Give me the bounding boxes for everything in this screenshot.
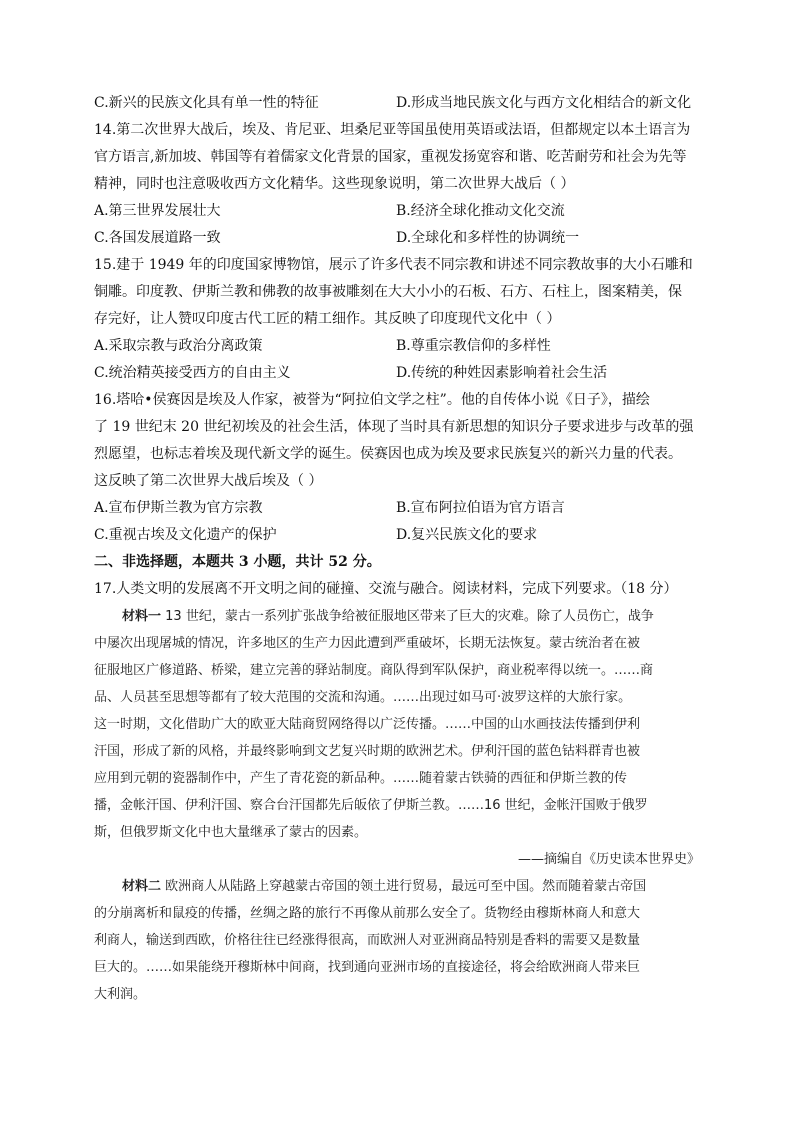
q15-options-cd <box>94 360 700 387</box>
q14-options-ab <box>94 198 700 225</box>
q16-stem-line: 这反映了第二次世界大战后埃及（ ） <box>94 473 323 489</box>
material-line <box>94 603 700 630</box>
q15-stem-line: 铜雕。印度教、伊斯兰教和佛教的故事被雕刻在大大小小的石板、石方、石柱上，图案精美，保 <box>94 284 682 300</box>
q15-option-c: C.统治精英接受西方的自由主义 <box>94 365 291 381</box>
q16-option-a: A.宣布伊斯兰教为官方宗教 <box>94 500 263 516</box>
material-line: 的分崩离析和鼠疫的传播，丝绸之路的旅行不再像从前那么安全了。货物经由穆斯林商人和意大 <box>94 906 641 921</box>
q15-option-a: A.采取宗教与政治分离政策 <box>94 338 263 354</box>
material-line: 应用到元朝的瓷器制作中，产生了青花瓷的新品种。……随着蒙古铁骑的西征和伊斯兰教的传 <box>94 771 628 786</box>
q16-option-b: B.宣布阿拉伯语为官方语言 <box>396 500 565 516</box>
material-1-title: 材料一 <box>122 609 162 624</box>
q13-options-cd <box>94 90 700 117</box>
question-17 <box>94 576 700 1008</box>
material-1 <box>94 603 700 873</box>
q14-option-b: B.经济全球化推动文化交流 <box>396 203 565 219</box>
q16-options-cd <box>94 522 700 549</box>
q16-stem-line: 烈愿望，也标志着埃及现代新文学的诞生。侯赛因也成为埃及要求民族复兴的新兴力量的代表。 <box>94 446 682 462</box>
q14-option-c: C.各国发展道路一致 <box>94 230 221 246</box>
section-heading: 二、非选择题，本题共 3 小题，共计 52 分。 <box>94 554 381 570</box>
material-line: 斯，但俄罗斯文化中也大量继承了蒙古的因素。 <box>94 825 368 840</box>
q15-options-ab <box>94 333 700 360</box>
material-line: 播，金帐汗国、伊利汗国、察合台汗国都先后皈依了伊斯兰教。……16 世纪，金帐汗国败于俄罗 <box>94 798 648 813</box>
material-line: 巨大的。……如果能绕开穆斯林中间商，找到通向亚洲市场的直接途径，将会给欧洲商人带来巨 <box>94 960 641 975</box>
material-1-source: ——摘编自《历史读本世界史》 <box>517 852 700 867</box>
material-line: 中屡次出现屠城的情况，许多地区的生产力因此遭到严重破坏，长期无法恢复。蒙古统治者在被 <box>94 636 641 651</box>
q16-option-c: C.重视古埃及文化遗产的保护 <box>94 527 277 543</box>
material-line: 汗国，形成了新的风格，并最终影响到文艺复兴时期的欧洲艺术。伊利汗国的蓝色钴料群青也被 <box>94 744 641 759</box>
exam-page <box>94 90 700 1008</box>
q14-stem-line: 14.第二次世界大战后，埃及、肯尼亚、坦桑尼亚等国虽使用英语或法语，但都规定以本土语言为 <box>94 122 691 138</box>
q13-option-c: C.新兴的民族文化具有单一性的特征 <box>94 95 319 111</box>
q14-option-a: A.第三世界发展壮大 <box>94 203 221 219</box>
material-line <box>94 873 700 900</box>
q15-option-b: B.尊重宗教信仰的多样性 <box>396 338 551 354</box>
material-1-text: 13 世纪，蒙古一系列扩张战争给被征服地区带来了巨大的灾难。除了人员伤亡，战争 <box>161 609 654 624</box>
material-line: 征服地区广修道路、桥梁，建立完善的驿站制度。商队得到军队保护，商业税率得以统一。……商 <box>94 663 654 678</box>
material-line: 品、人员甚至思想等都有了较大范围的交流和沟通。……出现过如马可·波罗这样的大旅行家。 <box>94 690 632 705</box>
q15-stem-line: 15.建于 1949 年的印度国家博物馆，展示了许多代表不同宗教和讲述不同宗教故事的大小石雕和 <box>94 257 693 273</box>
q14-stem-line: 官方语言,新加坡、韩国等有着儒家文化背景的国家，重视发扬宽容和谐、吃苦耐劳和社会为先等 <box>94 149 687 165</box>
material-line: 这一时期，文化借助广大的欧亚大陆商贸网络得以广泛传播。……中国的山水画技法传播到伊利 <box>94 717 641 732</box>
q14-option-d: D.全球化和多样性的协调统一 <box>396 230 580 246</box>
q16-option-d: D.复兴民族文化的要求 <box>396 527 538 543</box>
q13-option-d: D.形成当地民族文化与西方文化相结合的新文化 <box>396 95 692 111</box>
material-line: 利商人，输送到西欧，价格往往已经涨得很高，而欧洲人对亚洲商品特别是香料的需要又是数量 <box>94 933 641 948</box>
q15-stem-line: 存完好，让人赞叹印度古代工匠的精工细作。其反映了印度现代文化中（ ） <box>94 311 561 327</box>
question-15 <box>94 252 700 387</box>
q14-stem-line: 精神，同时也注意吸收西方文化精华。这些现象说明，第二次世界大战后（ ） <box>94 176 575 192</box>
q14-options-cd <box>94 225 700 252</box>
material-2-title: 材料二 <box>122 879 162 894</box>
q17-stem: 17.人类文明的发展离不开文明之间的碰撞、交流与融合。阅读材料，完成下列要求。（18 分） <box>94 581 678 597</box>
question-14 <box>94 117 700 252</box>
q15-option-d: D.传统的种姓因素影响着社会生活 <box>396 365 608 381</box>
q16-options-ab <box>94 495 700 522</box>
material-2-text: 欧洲商人从陆路上穿越蒙古帝国的领土进行贸易，最远可至中国。然而随着蒙古帝国 <box>161 879 647 894</box>
material-line: 大利润。 <box>94 987 147 1002</box>
question-16 <box>94 387 700 549</box>
q16-stem-line: 16.塔哈•侯赛因是埃及人作家，被誉为“阿拉伯文学之柱”。他的自传体小说《日子》，描绘 <box>94 392 650 408</box>
q16-stem-line: 了 19 世纪末 20 世纪初埃及的社会生活，体现了当时具有新思想的知识分子要求进步与改革的强 <box>94 419 694 435</box>
material-2 <box>94 873 700 1008</box>
